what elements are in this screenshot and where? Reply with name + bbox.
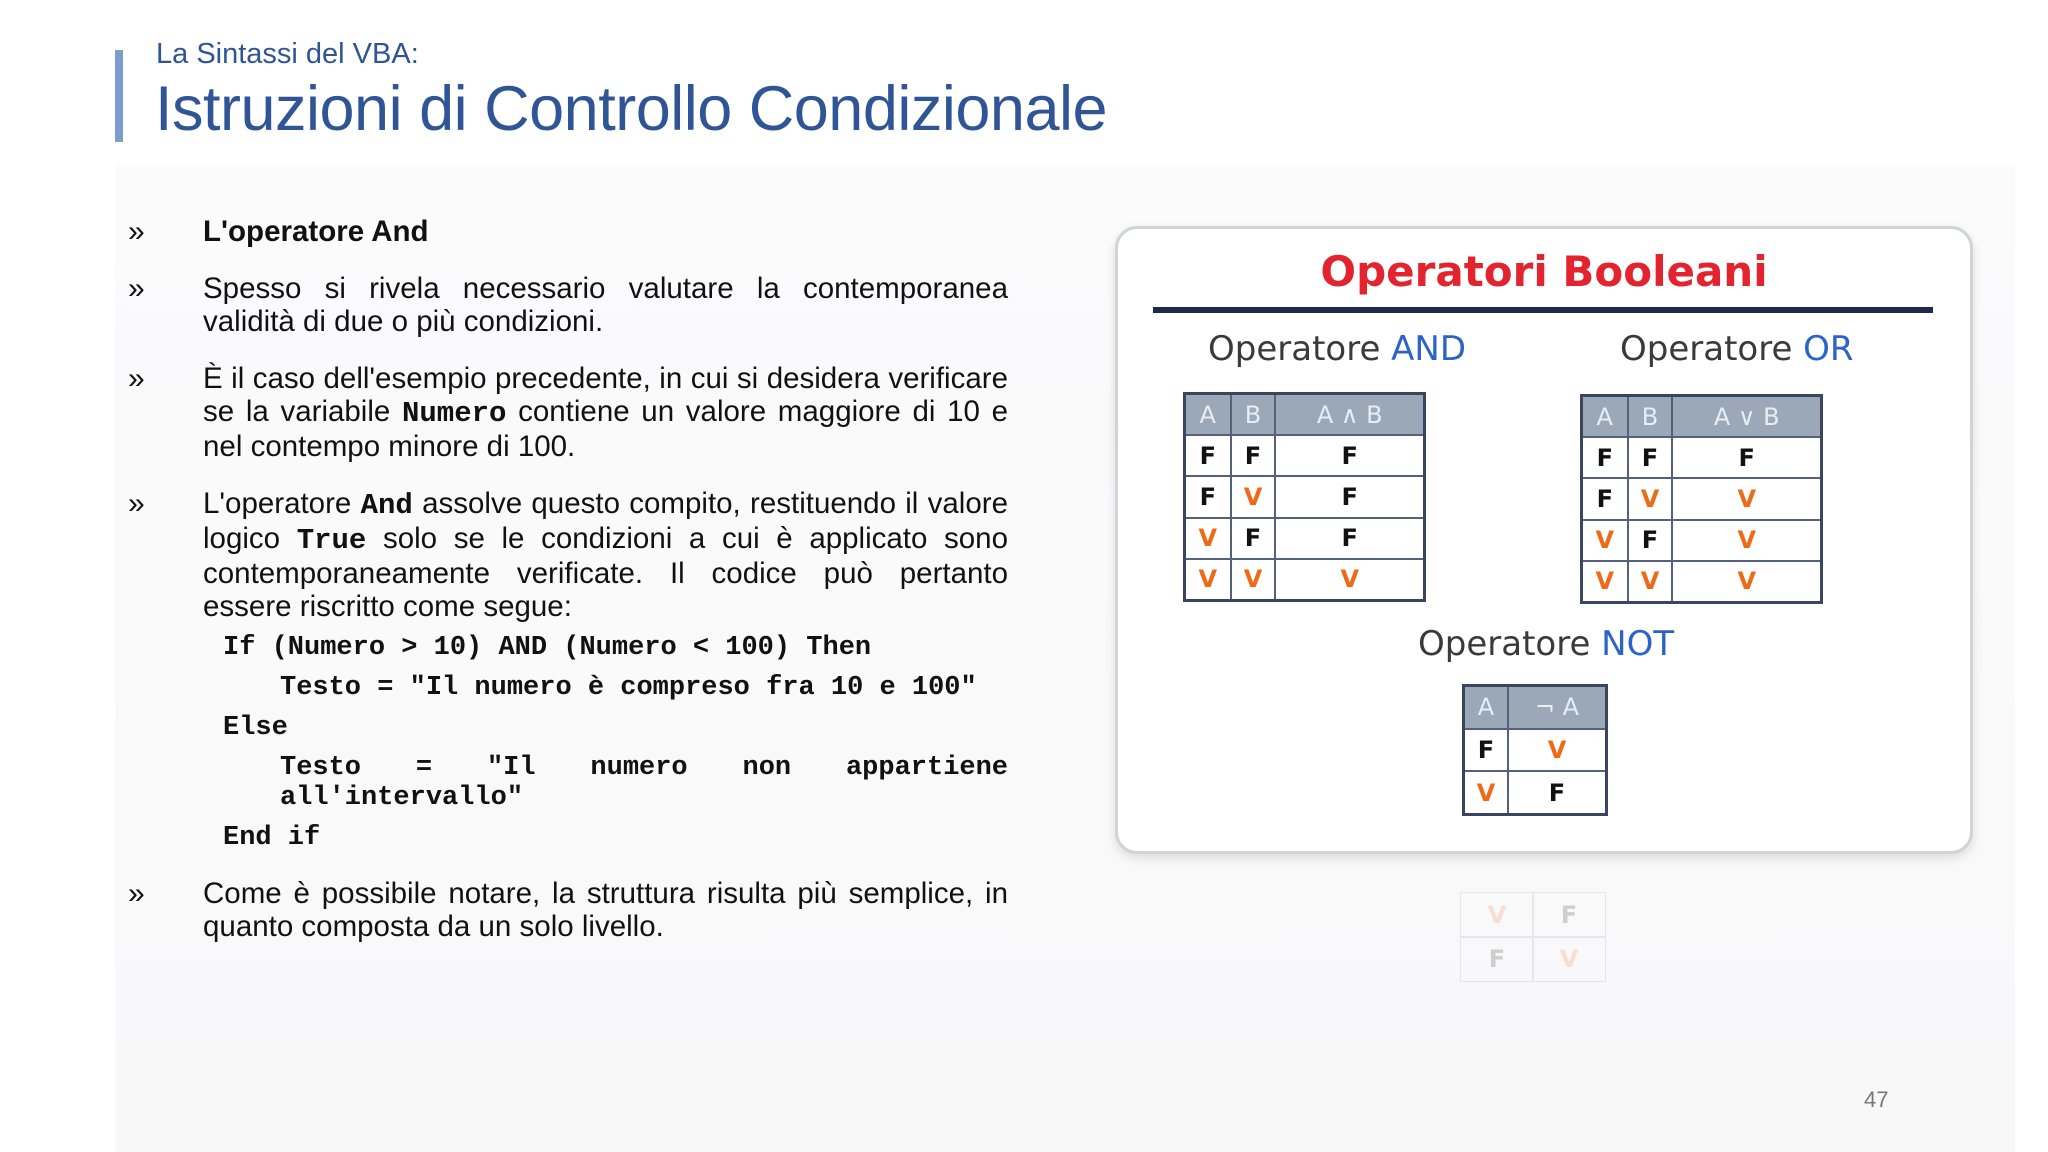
inline-code: Numero — [402, 397, 507, 430]
truth-value-cell: V — [1672, 478, 1821, 519]
text-fragment: solo se le condizioni a cui è applicato sono contemporaneamente verificate. Il codice può pertanto essere riscritto come segue: — [203, 522, 1008, 623]
truth-table-row — [1582, 478, 1822, 519]
label-prefix: Operatore — [1418, 624, 1602, 664]
inline-code: And — [360, 489, 413, 522]
code-line: End if — [223, 823, 321, 853]
reflection-cell: V — [1460, 892, 1534, 938]
code-line: Else — [223, 713, 288, 743]
bullet-heading: L'operatore And — [203, 215, 429, 248]
operator-name: OR — [1803, 329, 1854, 369]
bullet-marker: » — [128, 877, 145, 910]
code-line: If (Numero > 10) AND (Numero < 100) Then — [223, 633, 872, 663]
truth-value-cell: F — [1508, 771, 1607, 814]
truth-value-cell: V — [1185, 559, 1231, 601]
bullet-marker: » — [128, 272, 145, 305]
truth-table-row — [1464, 771, 1607, 814]
truth-table-row — [1185, 559, 1425, 601]
or-truth-table — [1580, 394, 1823, 604]
truth-value-cell: V — [1582, 561, 1628, 603]
text-fragment: contiene un valore maggiore di 10 e nel contempo minore di 100. — [203, 395, 1008, 463]
truth-table-header — [1464, 686, 1607, 729]
inline-code: True — [296, 524, 367, 557]
boolean-operators-image — [1115, 226, 1973, 854]
slide-subtitle: La Sintassi del VBA: — [156, 38, 419, 70]
bullet-item — [128, 362, 1008, 463]
truth-value-cell: F — [1582, 478, 1628, 519]
bullet-item — [128, 487, 1008, 853]
truth-value-cell: F — [1275, 476, 1424, 517]
truth-value-cell: F — [1185, 476, 1231, 517]
label-prefix: Operatore — [1208, 329, 1392, 369]
page-number: 47 — [1864, 1087, 1889, 1112]
truth-value-cell: V — [1672, 520, 1821, 561]
not-truth-table — [1462, 684, 1608, 816]
truth-value-cell: F — [1582, 437, 1628, 478]
bullet-marker: » — [128, 362, 145, 395]
bullet-item — [128, 215, 1008, 248]
truth-table-row — [1582, 437, 1822, 478]
title-accent-bar — [115, 50, 123, 142]
truth-table-row — [1185, 435, 1425, 476]
reflection-cell: F — [1460, 936, 1534, 982]
code-line: Testo = "Il numero non appartiene all'intervallo" — [280, 753, 1008, 813]
and-truth-table — [1183, 392, 1426, 602]
truth-value-cell: F — [1464, 729, 1508, 772]
truth-table-row — [1185, 518, 1425, 559]
header-cell: A — [1464, 686, 1508, 729]
truth-value-cell: V — [1185, 518, 1231, 559]
text-fragment: L'operatore — [203, 487, 361, 520]
bullet-item — [128, 272, 1008, 338]
code-line: Testo = "Il numero è compreso fra 10 e 100" — [280, 673, 977, 703]
header-cell: B — [1231, 394, 1276, 436]
bullet-marker: » — [128, 487, 145, 520]
truth-table-row — [1185, 476, 1425, 517]
header-cell: B — [1628, 396, 1673, 438]
slide-title: Istruzioni di Controllo Condizionale — [155, 74, 1108, 144]
header-cell: ¬ A — [1508, 686, 1607, 729]
truth-value-cell: F — [1231, 435, 1276, 476]
header-cell: A ∨ B — [1672, 396, 1821, 438]
truth-value-cell: V — [1231, 476, 1276, 517]
truth-value-cell: V — [1628, 561, 1673, 603]
operator-name: NOT — [1601, 624, 1675, 664]
reflection-cell: F — [1532, 892, 1606, 938]
operator-name: AND — [1391, 329, 1467, 369]
boolean-image-title: Operatori Booleani — [1320, 247, 1768, 296]
truth-value-cell: V — [1672, 561, 1821, 603]
image-reflection — [1460, 892, 1605, 980]
text-fragment: È il caso dell'esempio precedente, in cui si desidera verificare se la variabile — [203, 362, 1008, 428]
truth-value-cell: F — [1672, 437, 1821, 478]
label-prefix: Operatore — [1620, 329, 1804, 369]
code-block — [223, 633, 1008, 853]
bullet-text — [203, 362, 1008, 463]
bullet-item — [128, 877, 1008, 943]
truth-table-row — [1582, 561, 1822, 603]
truth-value-cell: F — [1231, 518, 1276, 559]
reflection-cell: V — [1532, 936, 1606, 982]
header-cell: A — [1185, 394, 1231, 436]
truth-value-cell: V — [1464, 771, 1508, 814]
and-operator-label — [1208, 329, 1466, 369]
truth-value-cell: F — [1628, 520, 1673, 561]
not-operator-label — [1418, 624, 1674, 664]
bullet-text: Come è possibile notare, la struttura risulta più semplice, in quanto composta da un solo livello. — [203, 877, 1008, 943]
truth-value-cell: F — [1275, 435, 1424, 476]
truth-value-cell: V — [1582, 520, 1628, 561]
truth-value-cell: F — [1275, 518, 1424, 559]
truth-value-cell: V — [1275, 559, 1424, 601]
truth-value-cell: F — [1185, 435, 1231, 476]
or-operator-label — [1620, 329, 1854, 369]
title-divider — [1153, 307, 1933, 313]
bullet-list — [128, 215, 1008, 967]
truth-value-cell: F — [1628, 437, 1673, 478]
truth-value-cell: V — [1628, 478, 1673, 519]
bullet-text — [203, 487, 1008, 623]
header-cell: A ∧ B — [1275, 394, 1424, 436]
truth-table-header — [1582, 396, 1822, 438]
truth-value-cell: V — [1508, 729, 1607, 772]
truth-table-row — [1464, 729, 1607, 772]
header-cell: A — [1582, 396, 1628, 438]
bullet-marker: » — [128, 215, 145, 248]
truth-table-row — [1582, 520, 1822, 561]
truth-value-cell: V — [1231, 559, 1276, 601]
bullet-text: Spesso si rivela necessario valutare la contemporanea validità di due o più condizioni. — [203, 272, 1008, 338]
text-fragment: assolve questo compito, restituendo il valore logico — [203, 487, 1008, 555]
truth-table-header — [1185, 394, 1425, 436]
